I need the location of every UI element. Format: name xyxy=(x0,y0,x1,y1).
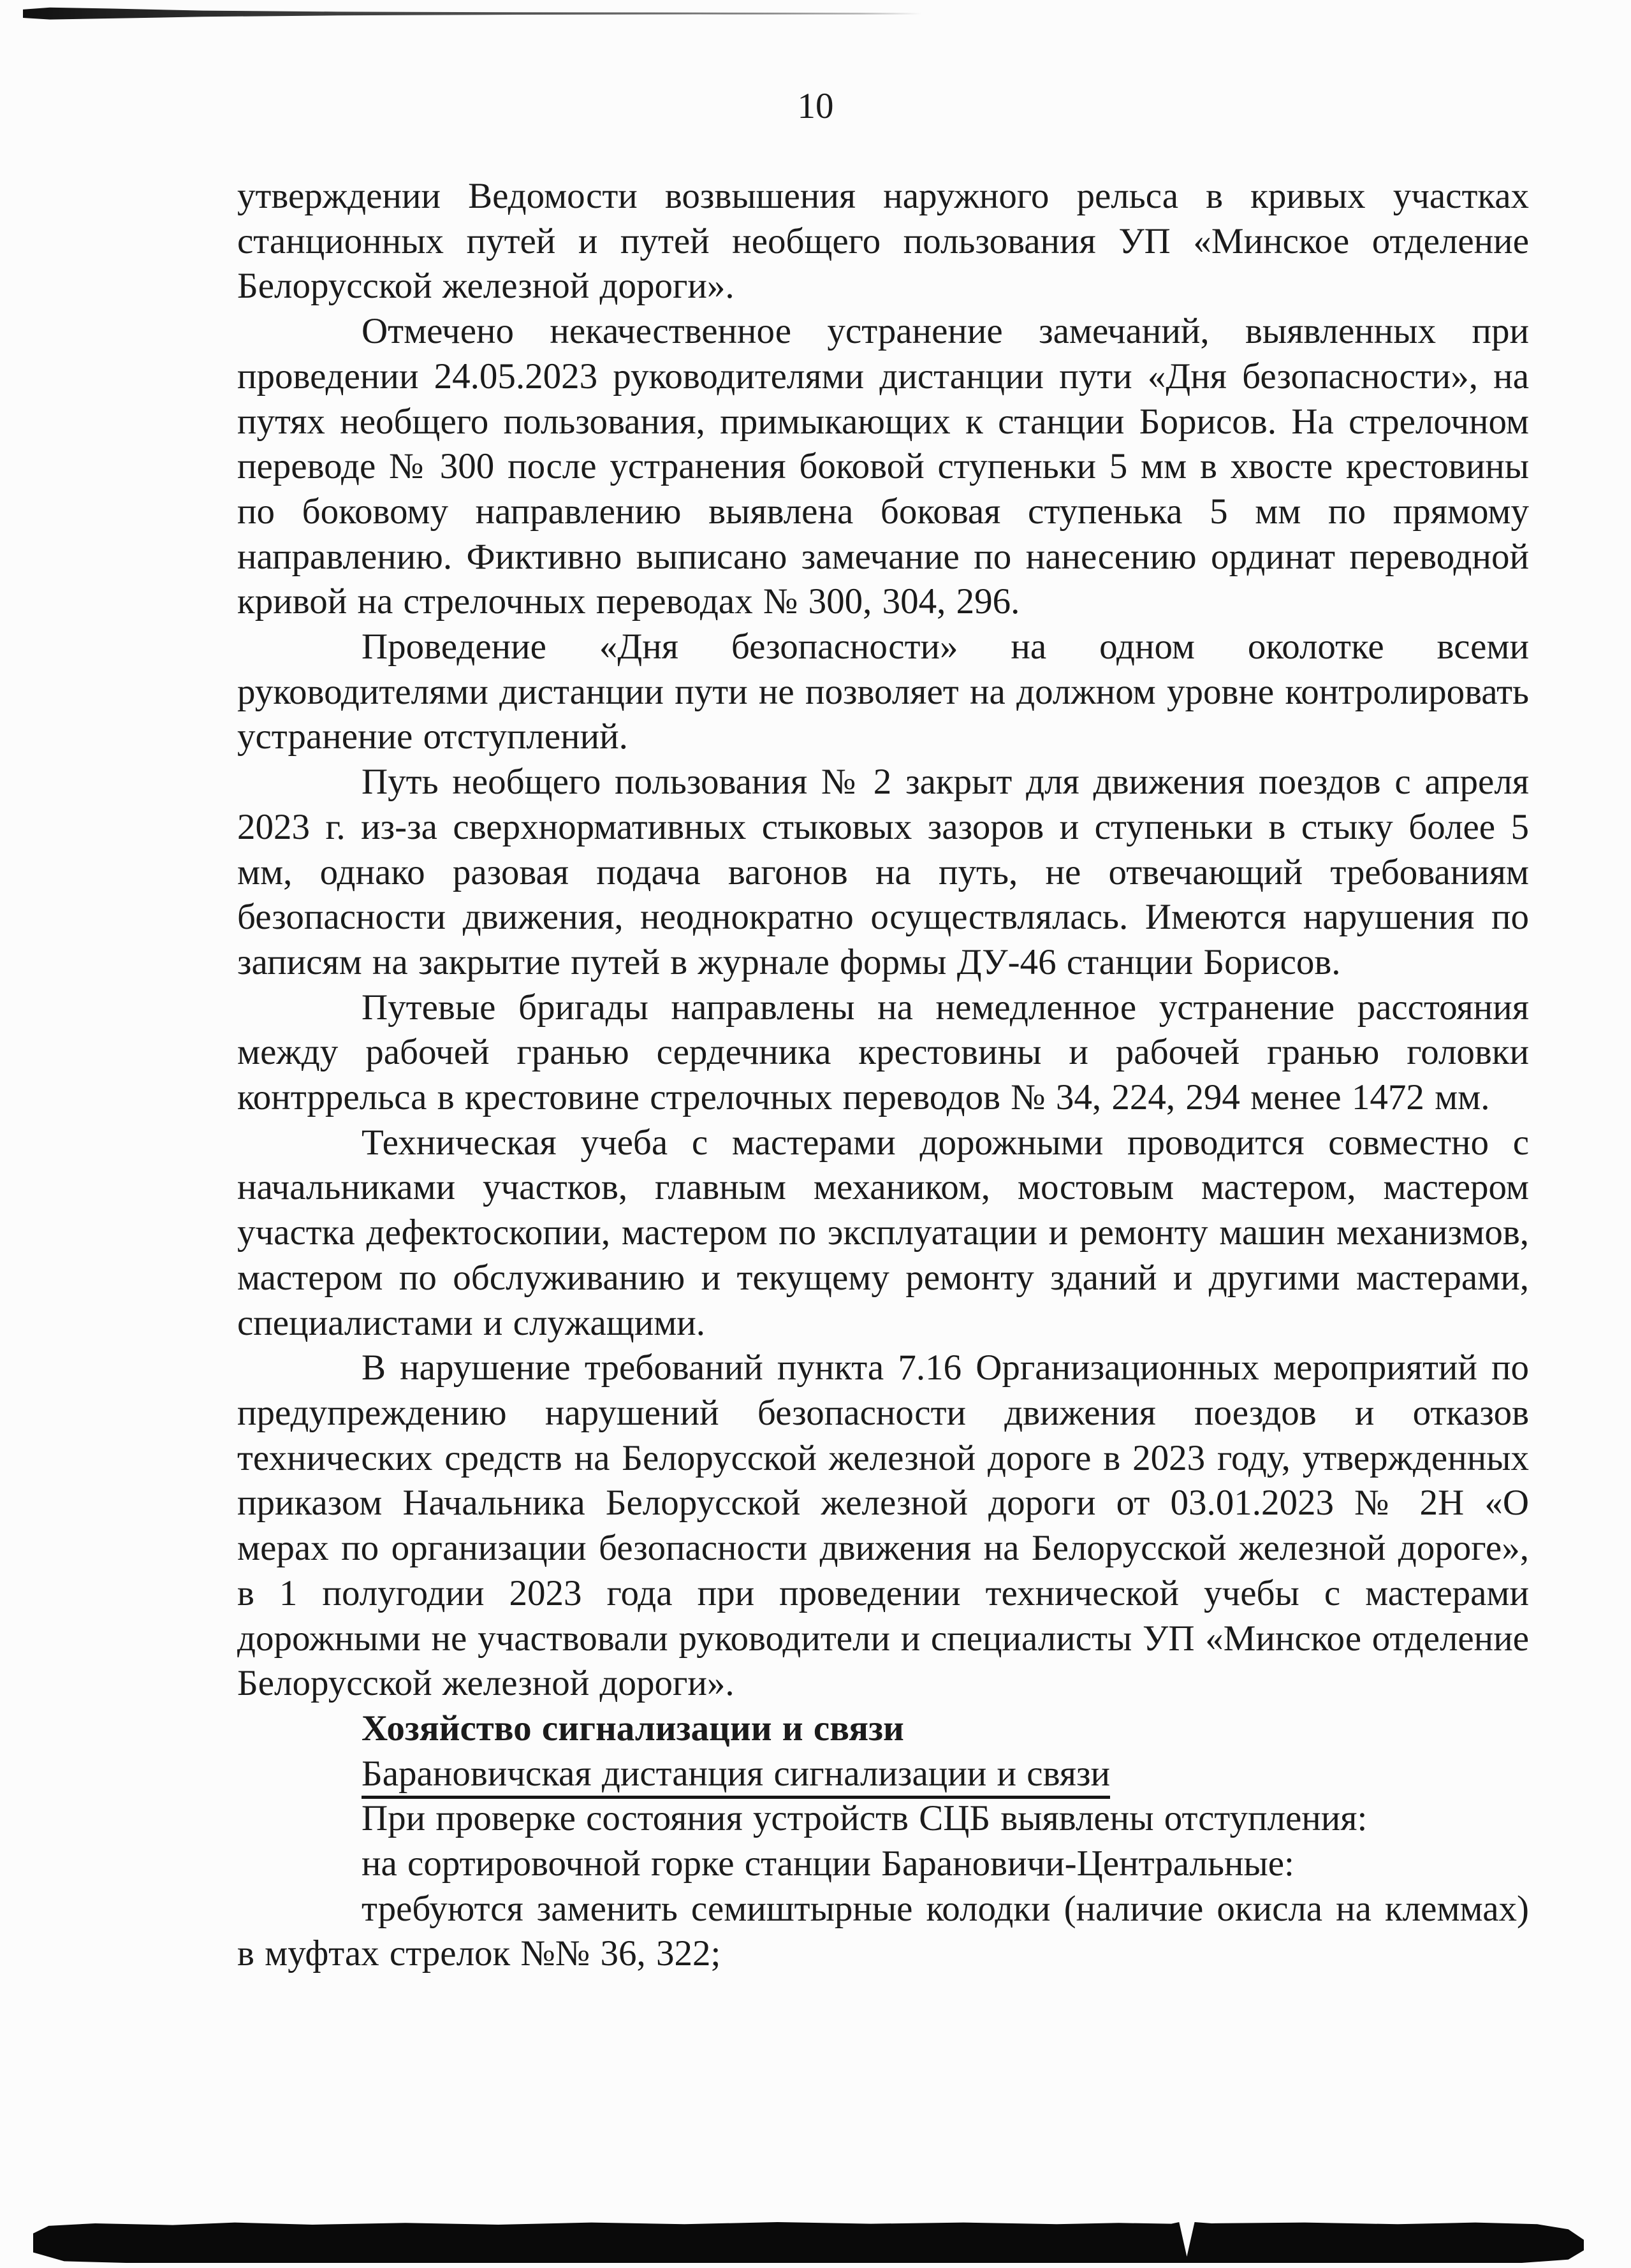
paragraph-hump-yard: на сортировочной горке станции Барановичи-Центральные: xyxy=(362,1843,1294,1884)
paragraph-scb-check: При проверке состояния устройств СЦБ выявлены отступления: xyxy=(362,1798,1368,1839)
section-heading-signalling: Хозяйство сигнализации и связи xyxy=(362,1708,904,1748)
paragraph-violation-7-16: В нарушение требований пункта 7.16 Организационных мероприятий по предупреждению нарушений безопасности движения поездов и отказов технических средств на Белорусской железной дороге в 2023 году, утвержденных приказом Начальника Белорусской железной дороги от 03.01.2023 № 2Н «О мерах по организации безопасности движения на Белорусской железной дороге», в 1 полугодии 2023 года при проведении технической учебы с мастерами дорожными не участвовали руководители и специалисты УП «Минское отделение Белорусской железной дороги». xyxy=(237,1348,1529,1704)
subsection-heading-baranovichi xyxy=(237,1752,1529,1797)
paragraph-technical-training: Техническая учеба с мастерами дорожными проводится совместно с начальниками участков, главным механиком, мостовым мастером, мастером участка дефектоскопии, мастером по эксплуатации и ремонту машин механизмов, мастером по обслуживанию и текущему ремонту зданий и другими мастерами, специалистами и служащими. xyxy=(237,1122,1529,1343)
subsection-heading-underline-text: Барановичская дистанция сигнализации и связи xyxy=(362,1754,1110,1799)
scan-artifact-bottom-bar xyxy=(33,2221,1584,2263)
paragraph-replace-blocks: требуются заменить семиштырные колодки (наличие окисла на клеммах) в муфтах стрелок №№ 36, 322; xyxy=(237,1888,1529,1974)
paragraph-remarks-elimination: Отмечено некачественное устранение замечаний, выявленных при проведении 24.05.2023 руководителями дистанции пути «Дня безопасности», на путях необщего пользования, примыкающих к станции Борисов. На стрелочном переводе № 300 после устранения боковой ступеньки 5 мм в хвосте крестовины по боковому направлению выявлена боковая ступенька 5 мм по прямому направлению. Фиктивно выписано замечание по нанесению ординат переводной кривой на стрелочных переводах № 300, 304, 296. xyxy=(237,311,1529,622)
page-number: 10 xyxy=(797,86,834,126)
paragraph-track-no2-closed: Путь необщего пользования № 2 закрыт для движения поездов с апреля 2023 г. из-за сверхнормативных стыковых зазоров и ступеньки в стыку более 5 мм, однако разовая подача вагонов на путь, не отвечающий требованиям безопасности движения, неоднократно осуществлялась. Имеются нарушения по записям на закрытие путей в журнале формы ДУ-46 станции Борисов. xyxy=(237,762,1529,982)
paragraph-track-brigades: Путевые бригады направлены на немедленное устранение расстояния между рабочей гранью сердечника крестовины и рабочей гранью головки контррельса в крестовине стрелочных переводов № 34, 224, 294 менее 1472 мм. xyxy=(237,987,1529,1118)
document-text-column xyxy=(237,174,1529,1977)
scan-artifact-top-streak xyxy=(23,6,922,20)
paragraph-continuation: утверждении Ведомости возвышения наружного рельса в кривых участках станционных путей и путей необщего пользования УП «Минское отделение Белорусской железной дороги». xyxy=(237,176,1529,307)
paragraph-safety-day: Проведение «Дня безопасности» на одном околотке всеми руководителями дистанции пути не позволяет на должном уровне контролировать устранение отступлений. xyxy=(237,627,1529,757)
